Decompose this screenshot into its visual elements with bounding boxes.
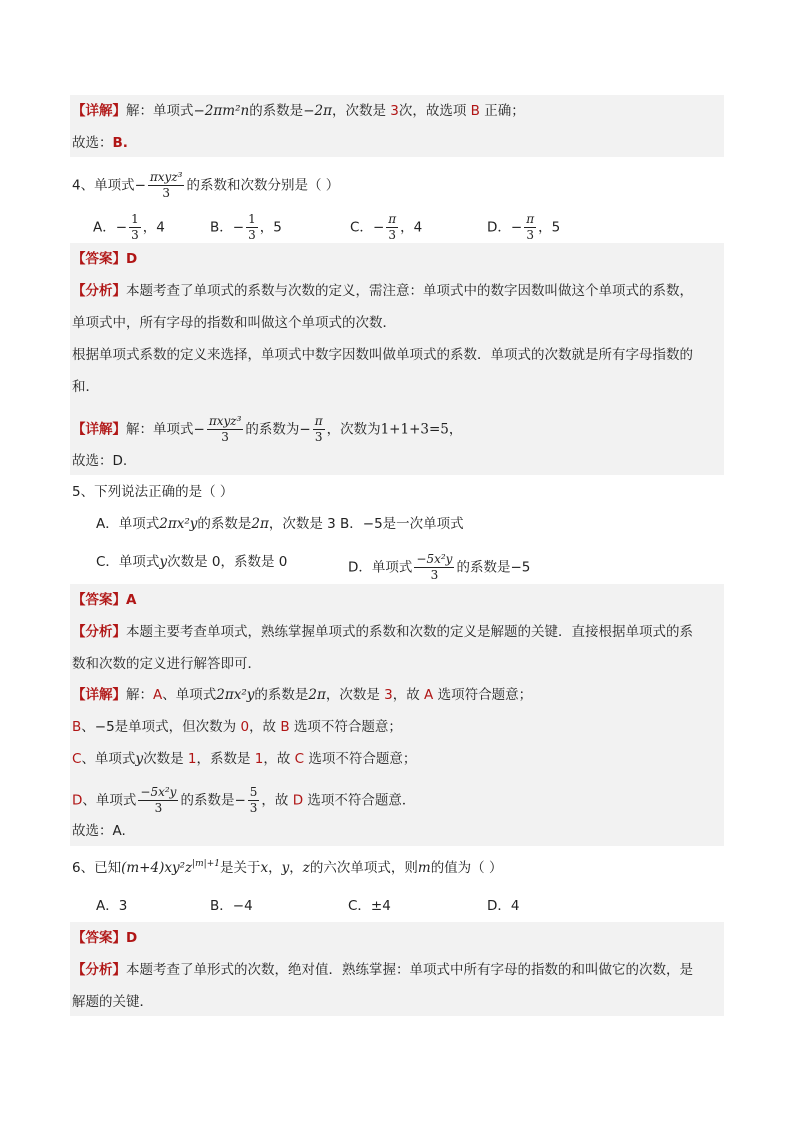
q6-answer-line: 【答案】D	[72, 930, 138, 946]
q5-option-a: A．单项式2πx²y的系数是2π，次数是 3	[96, 516, 336, 532]
detail-tag: 【详解】	[72, 687, 126, 703]
fraction: $\frac{\text{−5x²y}}{3}$	[416, 552, 453, 582]
q5-detail-line: D、单项式 $\frac{\text{−5x²y}}{3}$ 的系数是− $\frac{5}{3}$ ，故 D 选项不符合题意．	[72, 785, 416, 815]
q5-choose-line: 故选：A.	[72, 823, 126, 839]
math-expression: −2π	[303, 103, 332, 119]
fraction: $\frac{1}{3}$	[131, 212, 139, 242]
q4-option-c: C．− $\frac{\pi}{3}$ ，4	[350, 212, 423, 242]
fraction: $\frac{\pi}{3}$	[388, 212, 397, 242]
q4-detail-line: 【详解】解：单项式− $\frac{\text{πxyz³}}{3}$ 的系数为− $\frac{\pi}{3}$ ，次数为1+1+3=5，	[72, 414, 463, 444]
answer-tag: 【答案】	[72, 251, 126, 267]
q4-option-a: A．− $\frac{1}{3}$ ，4	[93, 212, 165, 242]
fraction: $\frac{\text{−5x²y}}{3}$	[140, 785, 177, 815]
q4-answer-line: 【答案】D	[72, 251, 138, 267]
q3-detail-line: 【详解】解：单项式−2πm²n的系数是−2π，次数是 3次，故选项 B 正确；	[72, 103, 525, 119]
q5-analysis-line: 【分析】本题主要考查单项式，熟练掌握单项式的系数和次数的定义是解题的关键．直接根据单项式的系	[72, 624, 693, 640]
fraction: $\frac{1}{3}$	[248, 212, 256, 242]
q4-analysis-line: 根据单项式系数的定义来选择，单项式中数字因数叫做单项式的系数．单项式的次数就是所有字母指数的	[72, 347, 693, 363]
detail-tag: 【详解】	[72, 421, 126, 438]
q6-option-d: D．4	[487, 898, 520, 914]
math-expression: −2πm²n	[193, 103, 250, 119]
q4-analysis-line: 和．	[72, 379, 99, 395]
fraction: $\frac{5}{3}$	[249, 785, 258, 815]
q6-analysis-line: 解题的关键．	[72, 994, 153, 1010]
q4-choose-line: 故选：D.	[72, 453, 128, 469]
q4-option-d: D．− $\frac{\pi}{3}$ ，5	[487, 212, 561, 242]
math-expression: 2π	[251, 516, 269, 532]
answer-tag: 【答案】	[72, 930, 126, 946]
math-expression: 1+1+3=5	[380, 421, 449, 438]
q5-detail-line: 【详解】解：A、单项式2πx²y的系数是2π，次数是 3，故 A 选项符合题意；	[72, 687, 533, 703]
q3-choose-line: 故选：B.	[72, 135, 128, 151]
q5-stem: 5、下列说法正确的是（ ）	[72, 484, 234, 500]
q5-answer-line: 【答案】A	[72, 592, 137, 608]
q5-detail-line: B、−5是单项式，但次数为 0，故 B 选项不符合题意；	[72, 719, 402, 735]
math-expression: (m+4)xy²z	[121, 860, 193, 876]
q6-option-a: A．3	[96, 898, 128, 914]
q4-analysis-line: 单项式中，所有字母的指数和叫做这个单项式的次数．	[72, 315, 396, 331]
fraction: $\frac{\pi}{3}$	[526, 212, 535, 242]
answer-tag: 【答案】	[72, 592, 126, 608]
q6-option-c: C．±4	[348, 898, 391, 914]
q6-option-b: B．−4	[210, 898, 253, 914]
q6-analysis-line: 【分析】本题考查了单形式的次数，绝对值．熟练掌握：单项式中所有字母的指数的和叫做它的次数，是	[72, 962, 693, 978]
fraction: $\frac{\text{πxyz³}}{3}$	[149, 170, 183, 200]
q4-option-b: B．− $\frac{1}{3}$ ，5	[210, 212, 282, 242]
q5-option-c: C．单项式y次数是 0，系数是 0	[96, 554, 288, 570]
q6-stem: 6、已知$(m+4)xy^2z^{|m|+1}$是关于x，y，z的六次单项式，则m的值为（ ）	[72, 859, 503, 876]
analysis-tag: 【分析】	[72, 283, 126, 299]
q4-stem: 4、单项式− $\frac{\text{πxyz³}}{3}$ 的系数和次数分别是（ ）	[72, 170, 340, 200]
q4-analysis-line: 【分析】本题考查了单项式的系数与次数的定义，需注意：单项式中的数字因数叫做这个单项式的系数，	[72, 283, 693, 299]
q5-detail-line: C、单项式y次数是 1，系数是 1，故 C 选项不符合题意；	[72, 751, 417, 767]
analysis-tag: 【分析】	[72, 624, 126, 640]
math-expression: 2πx²y	[159, 516, 198, 532]
fraction: $\frac{\pi}{3}$	[314, 414, 323, 444]
q5-analysis-line: 数和次数的定义进行解答即可．	[72, 656, 261, 672]
q5-option-d: D．单项式 $\frac{\text{−5x²y}}{3}$ 的系数是−5	[348, 552, 531, 582]
fraction: $\frac{\text{πxyz³}}{3}$	[208, 414, 242, 444]
analysis-tag: 【分析】	[72, 962, 126, 978]
detail-tag: 【详解】	[72, 103, 126, 119]
q5-option-b: B．−5是一次单项式	[340, 516, 464, 532]
